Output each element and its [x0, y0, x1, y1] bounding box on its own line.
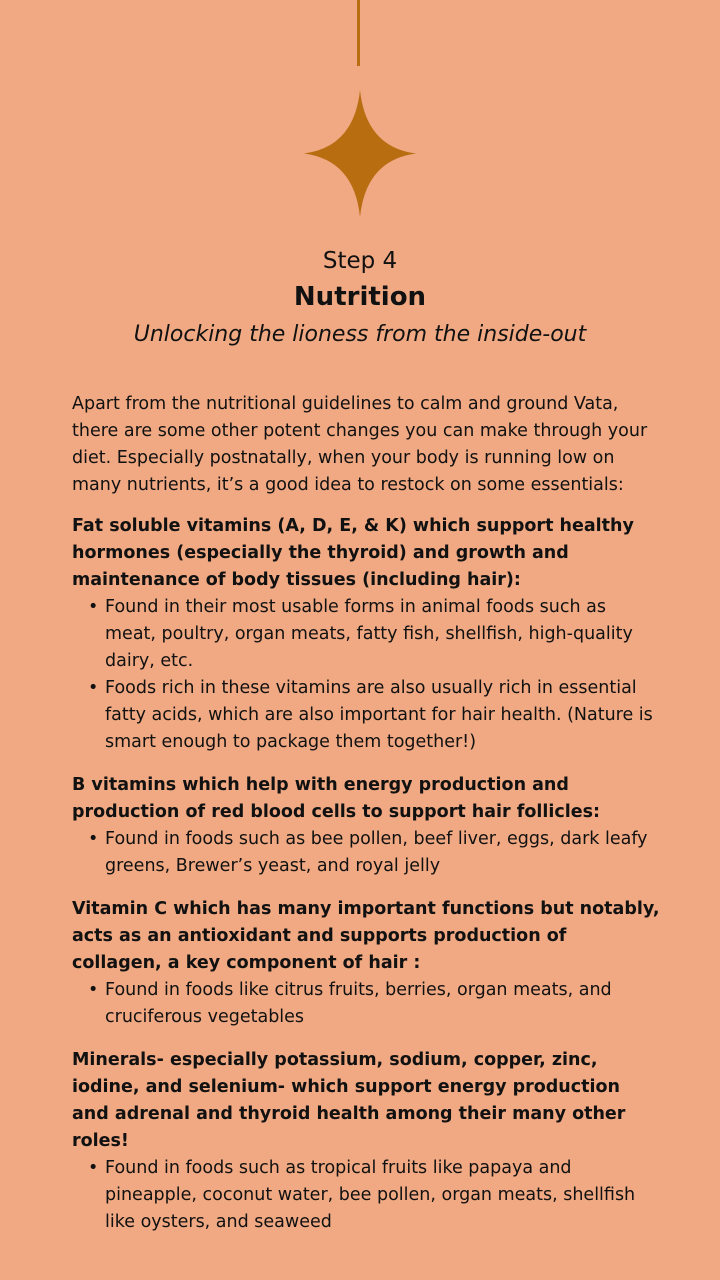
- hanging-line: [357, 0, 360, 66]
- section-heading: Minerals- especially potassium, sodium, copper, zinc, iodine, and selenium- which support energy production and adrenal and thyroid health among their many other roles!: [72, 1050, 626, 1151]
- section-heading: B vitamins which help with energy production and production of red blood cells to support hair follicles:: [72, 775, 601, 822]
- section-vitamin-c: [72, 896, 662, 1031]
- section-heading: Vitamin C which has many important functions but notably, acts as an antioxidant and supports production of collagen, a key component of hair :: [72, 899, 660, 973]
- section-heading: Fat soluble vitamins (A, D, E, & K) which support healthy hormones (especially the thyroid) and growth and maintenance of body tissues (including hair):: [72, 516, 634, 590]
- header: [0, 244, 720, 354]
- bullet-marker: •: [88, 1158, 99, 1178]
- bullet-list: [72, 1155, 662, 1236]
- list-item: [88, 826, 662, 880]
- list-item: [88, 675, 662, 756]
- list-item-text: Found in their most usable forms in animal foods such as meat, poultry, organ meats, fatty fish, shellfish, high-quality dairy, etc.: [105, 597, 633, 671]
- content-body: [72, 391, 662, 1252]
- section-b-vitamins: [72, 772, 662, 880]
- bullet-marker: •: [88, 829, 99, 849]
- bullet-list: [72, 977, 662, 1031]
- four-point-star-icon: [304, 90, 416, 217]
- page-subtitle: Unlocking the lioness from the inside-out: [133, 322, 587, 347]
- list-item: [88, 594, 662, 675]
- section-fat-soluble-vitamins: [72, 513, 662, 756]
- bullet-marker: •: [88, 597, 99, 617]
- list-item-text: Found in foods such as tropical fruits like papaya and pineapple, coconut water, bee pollen, organ meats, shellfish like oysters, and seaweed: [105, 1158, 636, 1232]
- intro-paragraph: Apart from the nutritional guidelines to calm and ground Vata, there are some other potent changes you can make through your diet. Especially postnatally, when your body is running low on many nutrients, it’s a good idea to restock on some essentials:: [72, 394, 648, 495]
- list-item-text: Found in foods like citrus fruits, berries, organ meats, and cruciferous vegetables: [105, 980, 612, 1027]
- list-item: [88, 1155, 662, 1236]
- step-label: Step 4: [322, 248, 398, 274]
- bullet-marker: •: [88, 980, 99, 1000]
- page-title: Nutrition: [293, 282, 427, 312]
- list-item-text: Foods rich in these vitamins are also usually rich in essential fatty acids, which are also important for hair health. (Nature is smart enough to package them together!): [105, 678, 653, 752]
- list-item-text: Found in foods such as bee pollen, beef liver, eggs, dark leafy greens, Brewer’s yeast, and royal jelly: [105, 829, 648, 876]
- section-minerals: [72, 1047, 662, 1236]
- bullet-marker: •: [88, 678, 99, 698]
- bullet-list: [72, 826, 662, 880]
- list-item: [88, 977, 662, 1031]
- bullet-list: [72, 594, 662, 756]
